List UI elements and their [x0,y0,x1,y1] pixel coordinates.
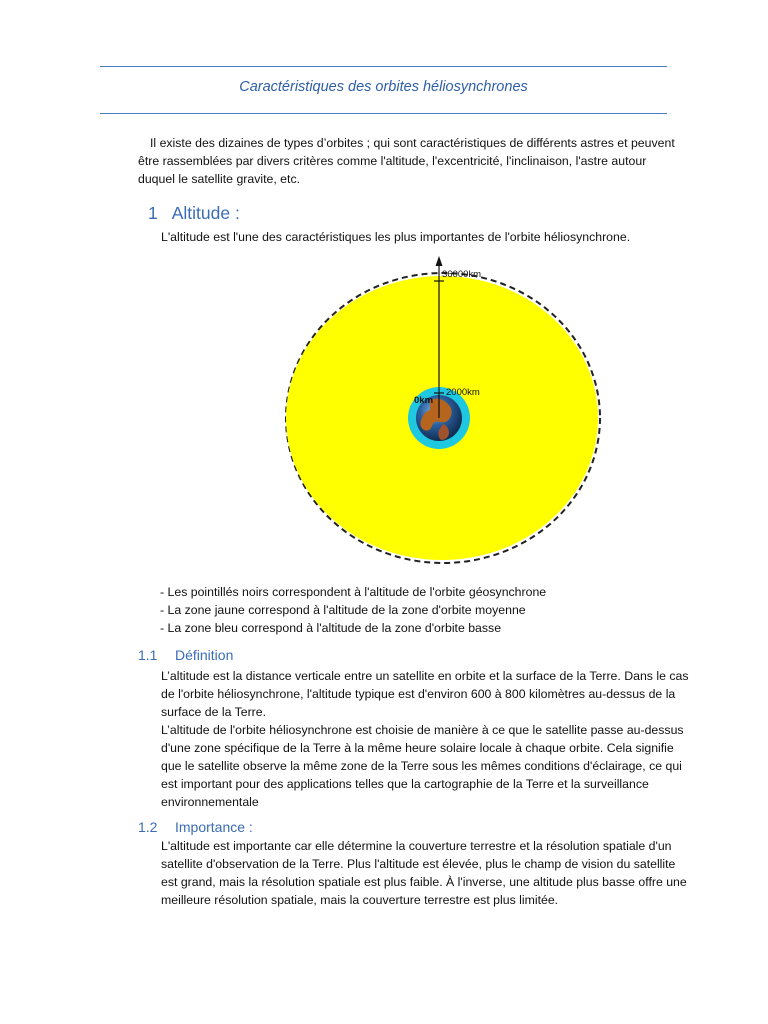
section-1-text: L'altitude est l'une des caractéristiques les plus importantes de l'orbite héliosynchrone. [161,230,631,244]
definition-line: est important pour des applications telles que la cartographie de la Terre et la surveillance [161,777,649,791]
page-title: Caractéristiques des orbites héliosynchrones [239,79,528,95]
definition-line: environnementale [161,795,259,809]
section-1-title: Altitude : [171,203,240,223]
top-rule [100,66,667,67]
section-1-2-heading [138,819,253,835]
importance-paragraph [161,837,731,909]
intro-paragraph [138,134,728,188]
section-1-number: 1 [148,203,158,223]
intro-line: duquel le satellite gravite, etc. [138,172,301,186]
definition-line: d'une zone spécifique de la Terre à la même heure solaire locale à chaque orbite. Cela signifie [161,741,674,755]
importance-line: meilleure résolution spatiale, mais la couverture terrestre est plus limitée. [161,893,559,907]
section-1-heading [148,203,240,224]
section-1-1-number: 1.1 [138,647,158,663]
orbit-diagram [280,248,610,568]
definition-line: L’altitude est la distance verticale entre un satellite en orbite et la surface de la Terre. Dans le cas [161,669,689,683]
figure-legend [160,583,720,637]
intro-line: Il existe des dizaines de types d’orbites ; qui sont caractéristiques de différents astres et peuvent [150,136,675,150]
importance-line: L'altitude est importante car elle détermine la couverture terrestre et la résolution spatiale d'un [161,839,672,853]
legend-item: - La zone jaune correspond à l'altitude de la zone d'orbite moyenne [160,603,526,617]
legend-item: - La zone bleu correspond à l'altitude de la zone d'orbite basse [160,621,502,635]
section-1-1-heading [138,647,233,663]
definition-line: surface de la Terre. [161,705,267,719]
importance-line: est grand, mais la résolution spatiale est plus faible. À l'inverse, une altitude plus basse offre une [161,875,687,889]
label-36000km: 36000km [442,269,482,280]
altitude-arrowhead [436,256,443,266]
orbit-altitude-figure [280,248,610,568]
section-1-1-title: Définition [175,647,234,663]
definition-line: de l'orbite héliosynchrone, l'altitude typique est d'environ 600 à 800 kilomètres au-dessus de la [161,687,676,701]
intro-line: être rassemblées par divers critères comme l'altitude, l'excentricité, l'inclinaison, l'astre autour [138,154,647,168]
label-2000km: 2000km [446,387,480,398]
title-underline [100,113,667,114]
definition-line: L’altitude de l'orbite héliosynchrone est choisie de manière à ce que le satellite passe au-dessus [161,723,684,737]
definition-paragraph [161,667,731,811]
section-1-2-number: 1.2 [138,819,158,835]
label-0km: 0km [414,395,434,406]
section-1-2-title: Importance : [175,819,253,835]
definition-line: que le satellite observe la même zone de la Terre sous les mêmes conditions d'éclairage, ce qui [161,759,682,773]
legend-item: - Les pointillés noirs correspondent à l'altitude de l'orbite géosynchrone [160,585,547,599]
importance-line: satellite d'observation de la Terre. Plus l'altitude est élevée, plus le champ de vision du satellite [161,857,676,871]
